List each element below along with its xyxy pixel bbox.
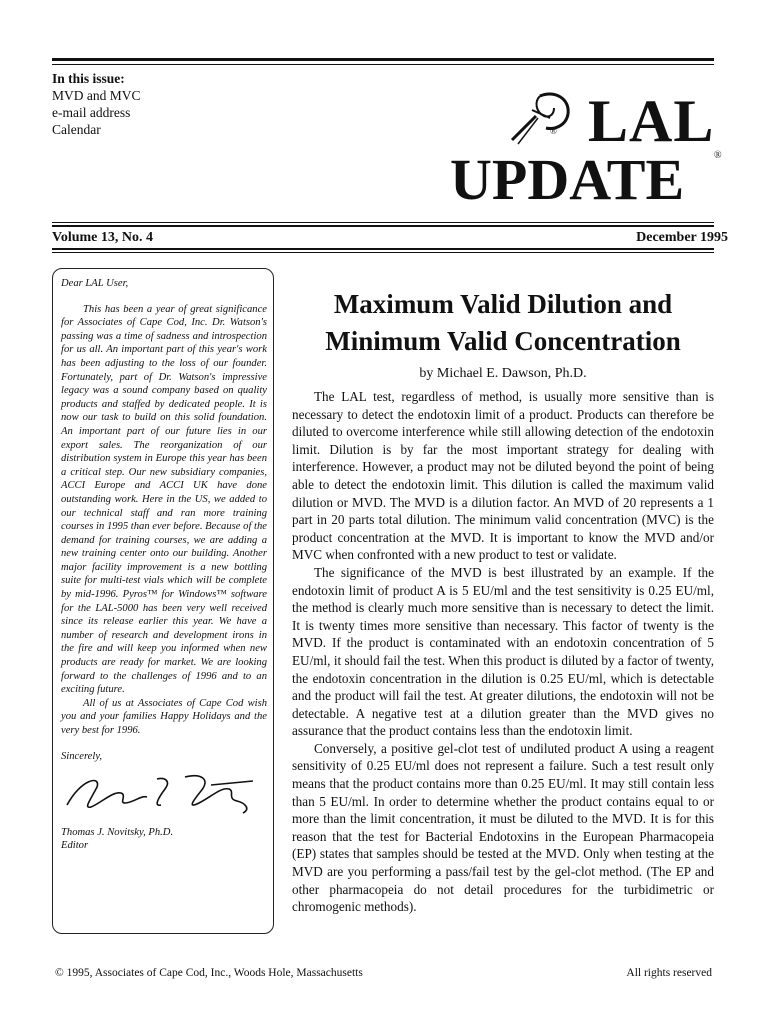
horseshoe-crab-icon (510, 88, 580, 148)
signer-title: Editor (61, 840, 89, 852)
handwritten-signature (61, 769, 261, 817)
article-title: Maximum Valid Dilution and Minimum Valid Concentration (325, 289, 681, 356)
issue-item: e-mail address (52, 105, 131, 120)
article-paragraph: Conversely, a positive gel-clot test of undiluted product A using a reagent sensitivity of 0.25 EU/ml does not represent a failure. Such a test result only means that the product contains more than 0.25 EU/ml. It may still contain less than 5 EU/ml. In order to determine whether the product contains equal to or more than the limit concentration, it must be diluted to the MVD. It is for this reason that the test for Bacterial Endotoxins in the European Pharmacopeia (EP) states that samples should be tested at the MVD. Only when testing at the MVD are you performing a pass/fail test by the gel-clot method. (The EP and other pharmacopeia do not detail procedures for the turbidimetric or chromogenic methods). (292, 740, 714, 915)
article-body (292, 388, 714, 916)
editor-letter (52, 268, 274, 934)
issue-date: December 1995 (636, 230, 728, 245)
article-paragraph: The LAL test, regardless of method, is usually more sensitive than is necessary to detect the endotoxin limit of a product. Products can therefore be diluted to overcome interference while still allowing detection of the endotoxin limit. Dilution is by far the most important strategy for dealing with interference. However, a product may not be diluted beyond the point of being able to detect the endotoxin limit. This dilution is called the maximum valid dilution or MVD. The MVD is a dilution factor. An MVD of 20 represents a 1 part in 20 parts total dilution. The minimum valid concentration (MVC) is the product concentration at the MVD. It is important to know the MVD and/or MVC when confronted with a new product to test or validate. (292, 389, 714, 563)
signer-name: Thomas J. Novitsky, Ph.D. (61, 826, 174, 838)
article (292, 286, 714, 916)
volume-number: Volume 13, No. 4 (52, 230, 153, 245)
masthead-top-rule (52, 58, 714, 61)
article-paragraph: The significance of the MVD is best illustrated by an example. If the endotoxin limit of product A is 5 EU/ml and the test sensitivity is 0.25 EU/ml, the method is clearly much more sensitive than is necessary to detect the limit. It is twenty times more sensitive than necessary. This factor of twenty is the MVD. If the product is contaminated with an endotoxin concentration of 5 EU/ml, it should fail the test. When this product is diluted by a factor of twenty, the endotoxin concentration in the dilution is 0.25 EU/ml, which is detectable and the product will fail the test. At greater dilutions, the endotoxin will not be detectable. A negative test at a dilution greater than the MVD gives no assurance that the product contains less than the endotoxin limit. (292, 564, 714, 739)
volume-bottom-rule-thin (52, 252, 714, 253)
in-this-issue-heading: In this issue: (52, 71, 125, 86)
issue-item: Calendar (52, 122, 101, 137)
masthead-top-rule-thin (52, 64, 714, 65)
letter-paragraph: This has been a year of great significance for Associates of Cape Cod, Inc. Dr. Watson's passing was a time of sadness and introspection for us all. An important part of this year's work has been adjusting to the loss of our founder. Fortunately, part of Dr. Watson's impressive legacy was a sound company based on quality products and staffed by dedicated people. It is now our task to build on this solid foundation. An important part of our future lies in our export sales. The reorganization of our distribution system in Europe this year has been a critical step. Our new subsidiary companies, ACCI Europe and ACCI UK have done outstanding work. Here in the US, we added to our technical staff and ran more training courses in 1995 than ever before. Because of the demand for training courses, we are adding a new training center onto our building. Another major facility improvement is a new bottling suite for multi-test vials which will be complete by mid-1996. Pyros™ for Windows™ software for the LAL-5000 has been very well received since its release earlier this year. We have a number of research and development irons in the fire and will keep you informed when new products are ready for market. We are looking forward to the challenges of 1996 and to an exciting future. (61, 303, 267, 696)
registered-mark: ® (714, 150, 722, 161)
volume-top-rule-thick (52, 225, 714, 227)
letter-paragraph: All of us at Associates of Cape Cod wish you and your families Happy Holidays and the very best for 1996. (61, 697, 267, 736)
footer-rights: All rights reserved (626, 967, 712, 979)
issue-item: MVD and MVC (52, 88, 141, 103)
footer-copyright: © 1995, Associates of Cape Cod, Inc., Woods Hole, Massachusetts (55, 967, 363, 979)
volume-top-rule (52, 222, 714, 223)
registered-mark: ® (550, 126, 557, 136)
masthead-update: UPDATE (450, 147, 685, 212)
masthead-lal: LAL (588, 88, 715, 154)
letter-closing: Sincerely, (61, 750, 103, 762)
article-byline: by Michael E. Dawson, Ph.D. (419, 366, 587, 381)
letter-greeting: Dear LAL User, (61, 278, 129, 289)
volume-bottom-rule (52, 248, 714, 250)
in-this-issue (52, 70, 312, 138)
